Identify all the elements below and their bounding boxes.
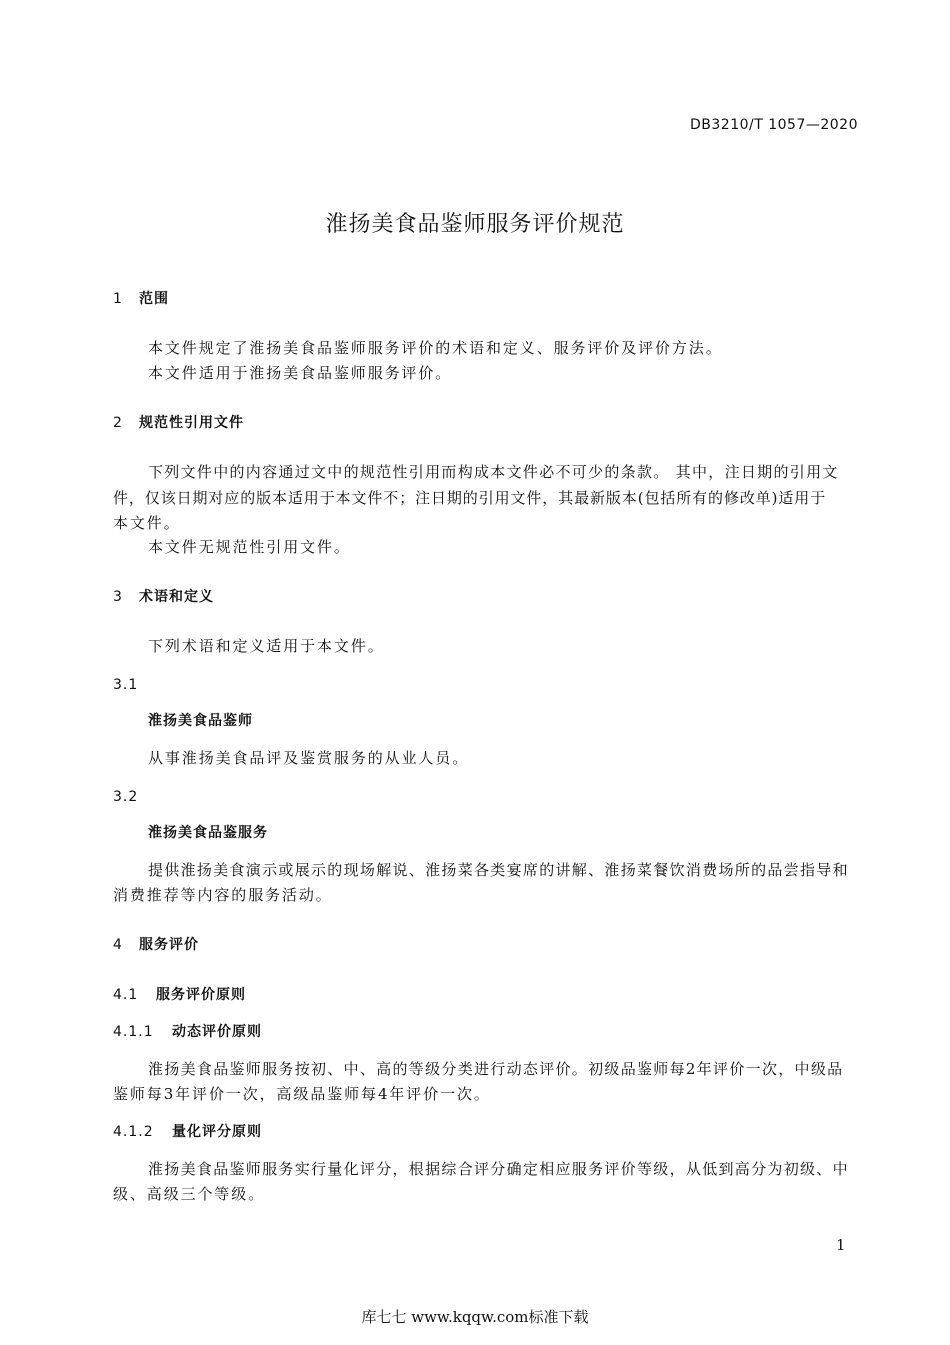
paragraph-line: 鉴师每3年评价一次，高级品鉴师每4年评价一次。 <box>113 1085 491 1103</box>
paragraph-line: 级、高级三个等级。 <box>113 1185 266 1203</box>
paragraph-line: 本文件无规范性引用文件。 <box>148 538 351 556</box>
section-heading: 2 规范性引用文件 <box>113 415 244 431</box>
term-definition: 消费推荐等内容的服务活动。 <box>113 886 333 904</box>
paragraph-line: 下列文件中的内容通过文中的规范性引用而构成本文件必不可少的条款。 其中，注日期的引用文 <box>148 463 839 481</box>
paragraph-line: 本文件适用于淮扬美食品鉴师服务评价。 <box>148 364 453 382</box>
term-name: 淮扬美食品鉴师 <box>148 713 253 729</box>
doc-title: 淮扬美食品鉴师服务评价规范 <box>325 212 625 237</box>
subsection-heading: 4.1.2 量化评分原则 <box>113 1124 262 1140</box>
term-definition: 从事淮扬美食品评及鉴赏服务的从业人员。 <box>148 749 470 767</box>
paragraph-line: 下列术语和定义适用于本文件。 <box>148 637 385 655</box>
section-heading: 1 范围 <box>113 291 169 307</box>
paragraph-line: 淮扬美食品鉴师服务按初、中、高的等级分类进行动态评价。初级品鉴师每2年评价一次，中级品 <box>148 1060 844 1078</box>
term-name: 淮扬美食品鉴服务 <box>148 825 268 841</box>
paragraph-line: 淮扬美食品鉴师服务实行量化评分，根据综合评分确定相应服务评价等级，从低到高分为初级、中 <box>148 1160 849 1178</box>
section-heading: 4 服务评价 <box>113 937 199 953</box>
paragraph-line: 本文件规定了淮扬美食品鉴师服务评价的术语和定义、服务评价及评价方法。 <box>148 339 723 357</box>
term-definition: 提供淮扬美食演示或展示的现场解说、淮扬菜各类宴席的讲解、淮扬菜餐饮消费场所的品尝指导和 <box>148 861 849 879</box>
section-heading: 3 术语和定义 <box>113 589 214 605</box>
doc-code: DB3210/T 1057—2020 <box>690 117 858 133</box>
paragraph-line: 本文件。 <box>113 514 181 532</box>
footer-watermark: 库七七 www.kqqw.com标准下载 <box>361 1308 589 1326</box>
term-number: 3.2 <box>113 789 139 805</box>
paragraph-line: 件，仅该日期对应的版本适用于本文件不；注日期的引用文件，其最新版本(包括所有的修改单)适用于 <box>113 489 827 507</box>
page-number: 1 <box>836 1236 846 1254</box>
subsection-heading: 4.1 服务评价原则 <box>113 987 246 1003</box>
term-number: 3.1 <box>113 677 139 693</box>
subsection-heading: 4.1.1 动态评价原则 <box>113 1024 262 1040</box>
